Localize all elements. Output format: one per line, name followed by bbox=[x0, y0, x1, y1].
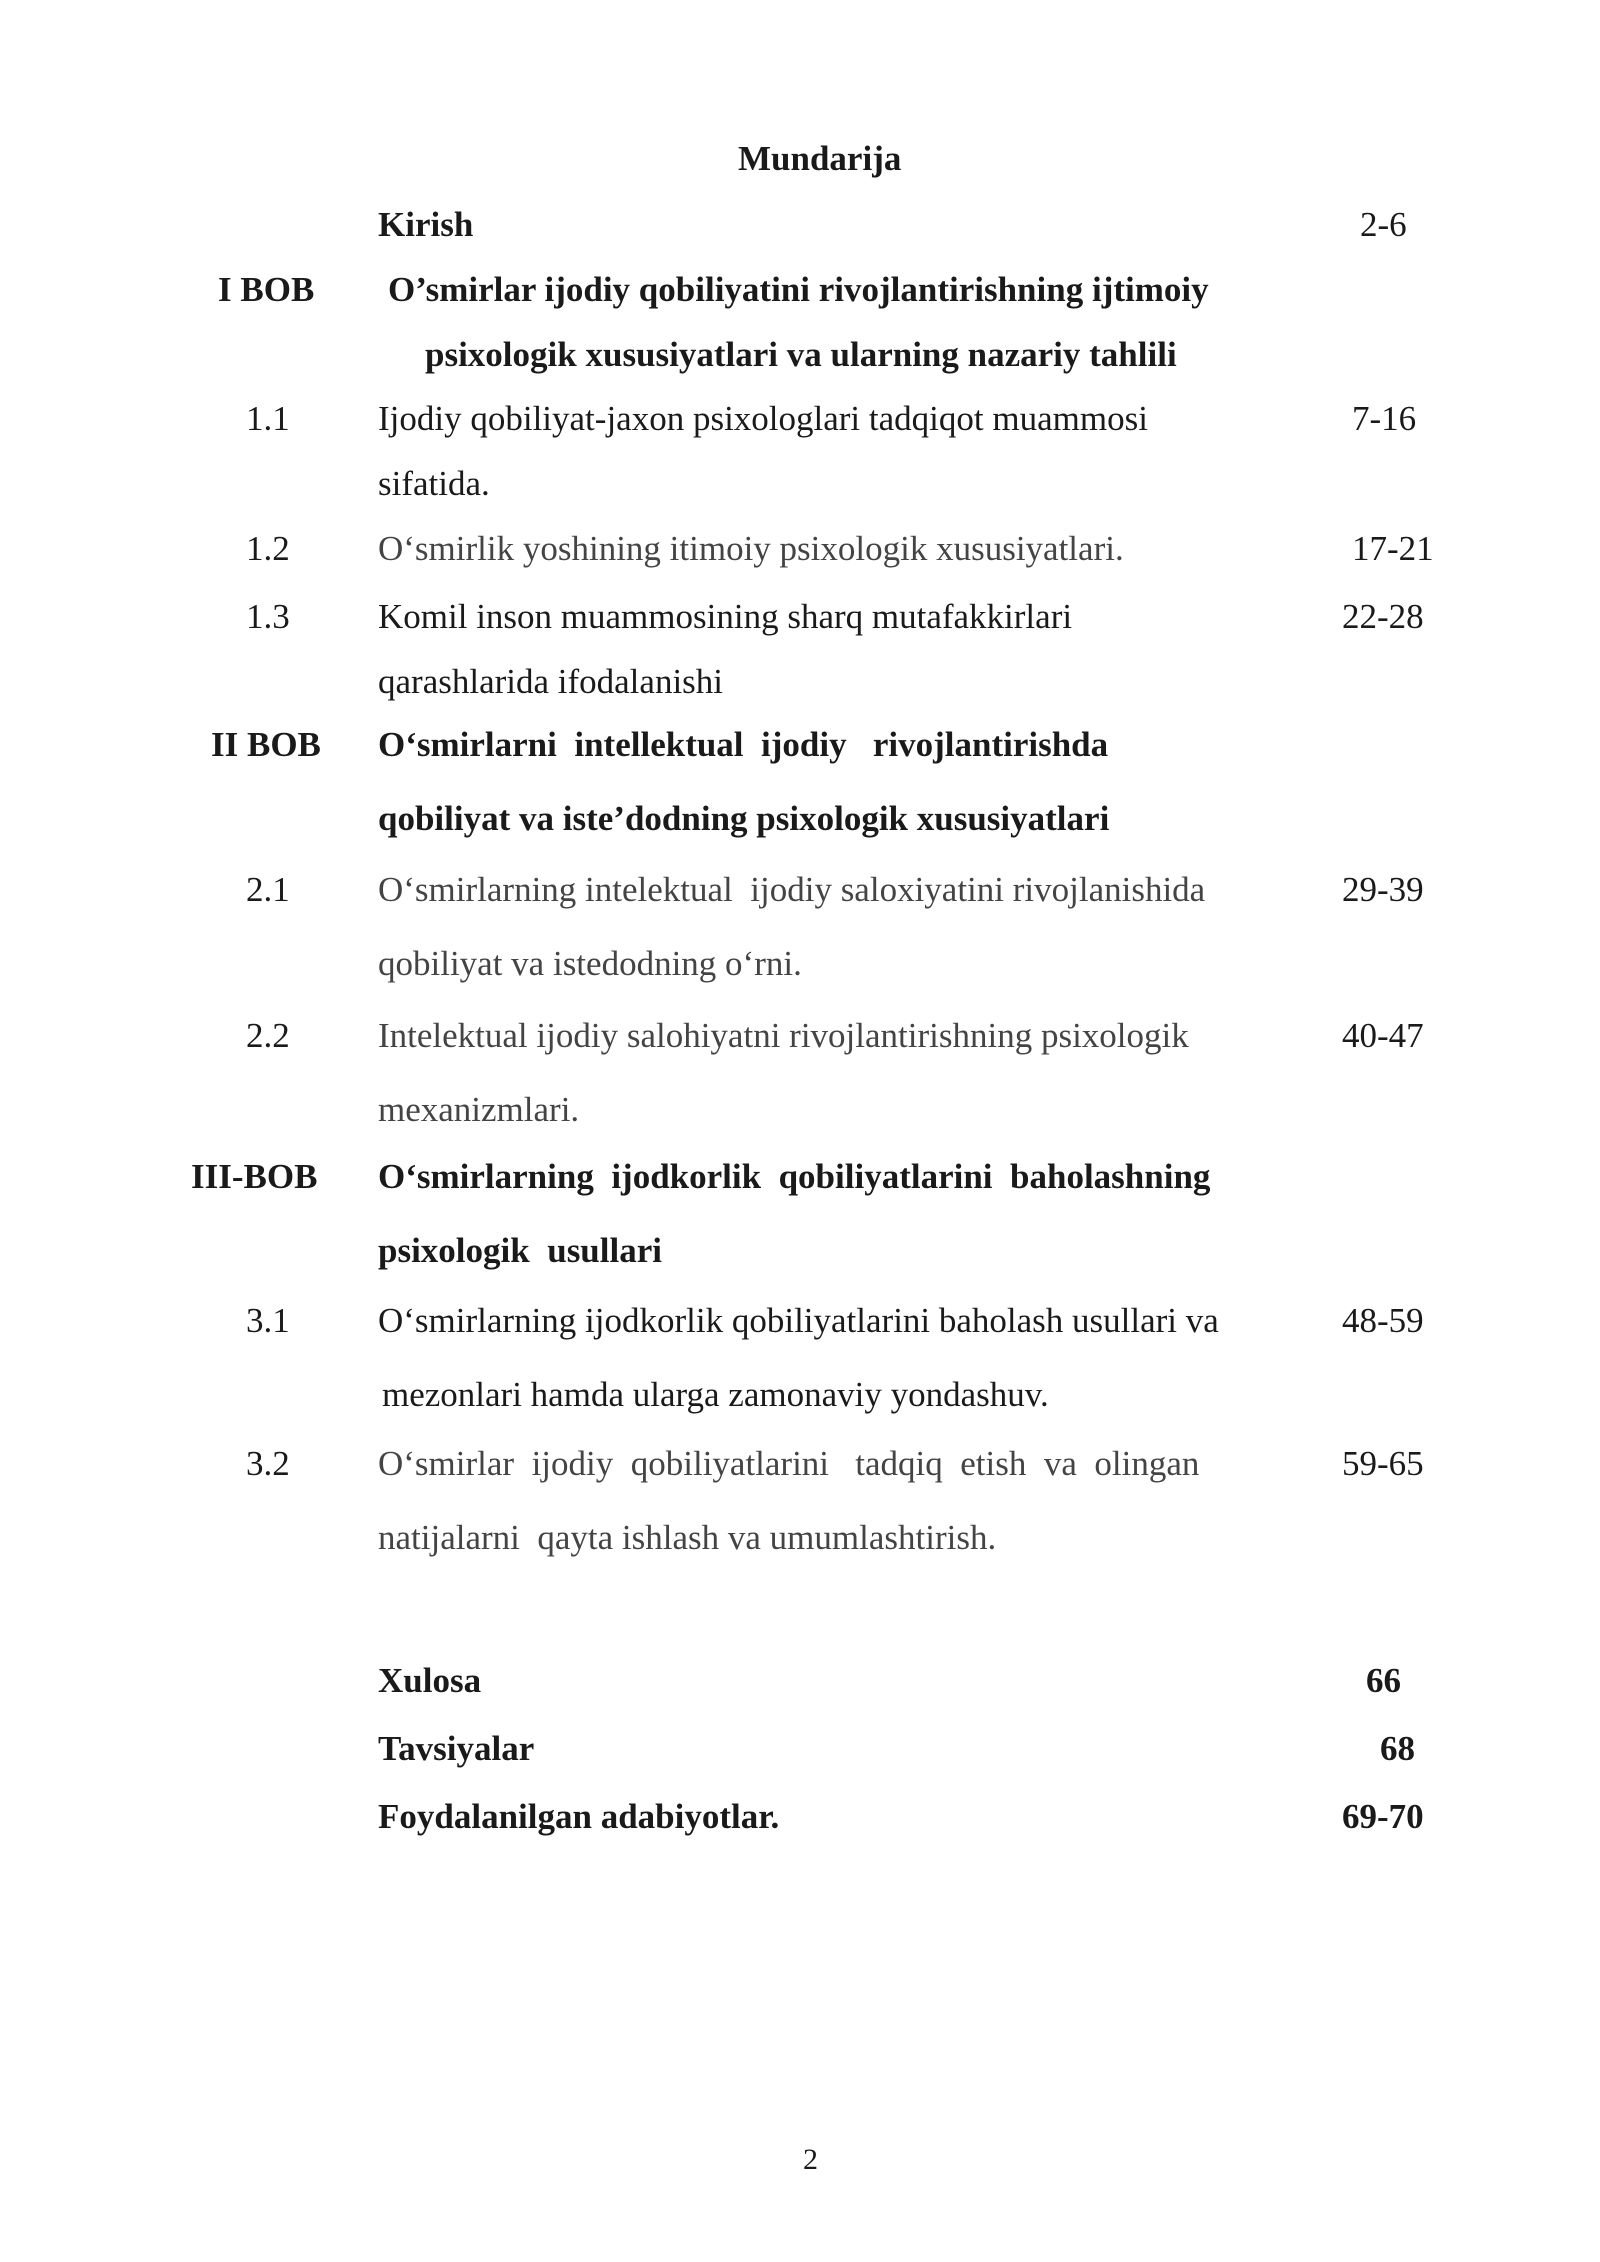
section-title-line: natijalarni qayta ishlash va umumlashtirish. bbox=[378, 1518, 997, 1557]
chapter-title-line: psixologik usullari bbox=[378, 1231, 662, 1270]
toc-entry-conclusion-pages: 66 bbox=[1366, 1661, 1401, 1700]
section-number: 1.1 bbox=[246, 399, 290, 438]
toc-entry-conclusion-label: Xulosa bbox=[378, 1661, 482, 1700]
section-pages: 40-47 bbox=[1342, 1016, 1424, 1055]
chapter-title-line: qobiliyat va iste’dodning psixologik xususiyatlari bbox=[378, 799, 1110, 838]
section-title-line: Intelektual ijodiy salohiyatni rivojlantirishning psixologik bbox=[378, 1016, 1189, 1055]
chapter-label: I BOB bbox=[218, 270, 315, 309]
chapter-label: II BOB bbox=[211, 725, 321, 764]
section-title-line: O‘smirlar ijodiy qobiliyatlarini tadqiq etish va olingan bbox=[378, 1444, 1200, 1483]
section-number: 2.2 bbox=[246, 1016, 290, 1055]
toc-entry-recommendations-label: Tavsiyalar bbox=[378, 1729, 535, 1768]
section-pages: 29-39 bbox=[1342, 870, 1424, 909]
chapter-title-line: O‘smirlarni intellektual ijodiy rivojlantirishda bbox=[378, 725, 1109, 764]
section-title-line: qarashlarida ifodalanishi bbox=[378, 662, 724, 701]
section-number: 1.2 bbox=[246, 529, 290, 568]
toc-entry-intro-label: Kirish bbox=[378, 205, 474, 244]
section-pages: 17-21 bbox=[1352, 529, 1434, 568]
section-title-line: O‘smirlarning ijodkorlik qobiliyatlarini baholash usullari va bbox=[378, 1301, 1219, 1340]
toc-entry-references-pages: 69-70 bbox=[1342, 1797, 1424, 1836]
section-pages: 7-16 bbox=[1352, 399, 1417, 438]
section-pages: 22-28 bbox=[1342, 597, 1424, 636]
section-title-line: mexanizmlari. bbox=[378, 1090, 580, 1129]
toc-entry-references-label: Foydalanilgan adabiyotlar. bbox=[378, 1797, 780, 1836]
section-number: 3.1 bbox=[246, 1301, 290, 1340]
chapter-title-line: O‘smirlarning ijodkorlik qobiliyatlarini baholashning bbox=[378, 1157, 1211, 1196]
section-title-line: sifatida. bbox=[378, 464, 490, 503]
page-title: Mundarija bbox=[738, 139, 902, 178]
toc-entry-intro-pages: 2-6 bbox=[1360, 205, 1407, 244]
chapter-title-line: O’smirlar ijodiy qobiliyatini rivojlantirishning ijtimoiy bbox=[388, 270, 1209, 309]
section-title-line: O‘smirlik yoshining itimoiy psixologik xususiyatlari. bbox=[378, 529, 1124, 568]
section-number: 2.1 bbox=[246, 870, 290, 909]
page-number: 2 bbox=[803, 2143, 818, 2176]
chapter-title-line: psixologik xususiyatlari va ularning nazariy tahlili bbox=[425, 335, 1177, 374]
section-number: 1.3 bbox=[246, 597, 290, 636]
section-number: 3.2 bbox=[246, 1444, 290, 1483]
section-title-line: Ijodiy qobiliyat-jaxon psixologlari tadqiqot muammosi bbox=[378, 399, 1148, 438]
section-title-line: mezonlari hamda ularga zamonaviy yondashuv. bbox=[382, 1375, 1049, 1414]
toc-entry-recommendations-pages: 68 bbox=[1380, 1729, 1415, 1768]
chapter-label: III-BOB bbox=[191, 1157, 318, 1196]
section-title-line: O‘smirlarning intelektual ijodiy saloxiyatini rivojlanishida bbox=[378, 870, 1206, 909]
section-pages: 48-59 bbox=[1342, 1301, 1424, 1340]
section-title-line: qobiliyat va istedodning o‘rni. bbox=[378, 944, 802, 983]
section-title-line: Komil inson muammosining sharq mutafakkirlari bbox=[378, 597, 1073, 636]
section-pages: 59-65 bbox=[1342, 1444, 1424, 1483]
